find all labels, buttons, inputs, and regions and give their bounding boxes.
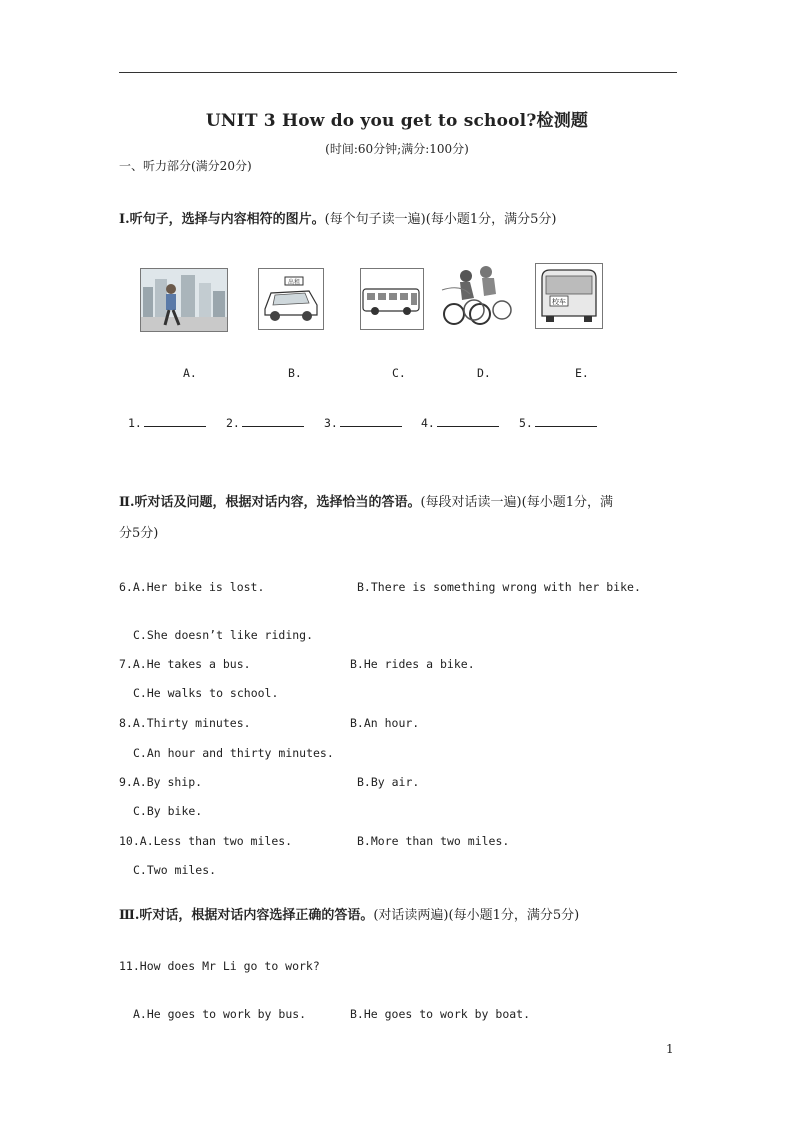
section2-heading <box>119 495 613 511</box>
answer-blank-number: 3. <box>324 416 338 430</box>
answer-blank-number: 2. <box>226 416 240 430</box>
bus-icon <box>361 269 423 329</box>
q6-option-c: C.She doesn’t like riding. <box>133 628 314 642</box>
picture-b <box>258 268 324 330</box>
answer-blank-4[interactable] <box>421 416 499 430</box>
school-bus-sign-text: 校车 <box>552 298 566 306</box>
section1-heading-rest: (每个句子读一遍)(每小题1分，满分5分) <box>324 212 557 227</box>
q6-option-a: 6.A.Her bike is lost. <box>119 580 265 594</box>
section2-heading-line2: 分5分) <box>119 526 159 541</box>
section3-heading-rest: (对话读两遍)(每小题1分，满分5分) <box>373 908 580 923</box>
picture-a <box>140 268 228 332</box>
section3-heading <box>119 908 579 924</box>
q10-option-a: 10.A.Less than two miles. <box>119 834 293 848</box>
q9-option-a: 9.A.By ship. <box>119 775 203 789</box>
page-subtitle: (时间:60分钟;满分:100分) <box>325 142 469 156</box>
q10-option-c: C.Two miles. <box>133 863 217 877</box>
q11-option-b: B.He goes to work by boat. <box>350 1007 531 1021</box>
q8-option-a: 8.A.Thirty minutes. <box>119 716 251 730</box>
page-number: 1 <box>666 1042 674 1056</box>
picture-label-e: E. <box>575 366 589 380</box>
q9-option-b: B.By air. <box>357 775 420 789</box>
answer-blank-number: 4. <box>421 416 435 430</box>
picture-label-c: C. <box>392 366 406 380</box>
q8-option-c: C.An hour and thirty minutes. <box>133 746 334 760</box>
q11-option-a: A.He goes to work by bus. <box>133 1007 307 1021</box>
page-title: UNIT 3 How do you get to school?检测题 <box>205 111 589 131</box>
section1-heading <box>119 212 556 228</box>
section2-heading-bold: Ⅱ.听对话及问题，根据对话内容，选择恰当的答语。 <box>119 495 421 510</box>
q8-option-b: B.An hour. <box>350 716 420 730</box>
answer-blank-3[interactable] <box>324 416 402 430</box>
picture-e <box>535 263 603 329</box>
school-bus-icon <box>536 264 602 328</box>
person-walking-city-icon <box>141 269 227 331</box>
picture-label-b: B. <box>288 366 302 380</box>
q10-option-b: B.More than two miles. <box>357 834 510 848</box>
section1-heading-bold: Ⅰ.听句子，选择与内容相符的图片。 <box>119 212 325 227</box>
picture-label-a: A. <box>183 366 197 380</box>
taxi-sign-text: 出租 <box>287 279 301 286</box>
q7-option-b: B.He rides a bike. <box>350 657 475 671</box>
header-rule <box>119 72 677 73</box>
q11-question: 11.How does Mr Li go to work? <box>119 959 320 973</box>
picture-d <box>440 264 512 330</box>
answer-blank-1[interactable] <box>128 416 206 430</box>
picture-label-d: D. <box>477 366 491 380</box>
answer-blank-number: 1. <box>128 416 142 430</box>
q7-option-c: C.He walks to school. <box>133 686 279 700</box>
taxi-icon <box>259 269 323 329</box>
picture-c <box>360 268 424 330</box>
cyclists-icon <box>440 264 512 330</box>
answer-blank-number: 5. <box>519 416 533 430</box>
q6-option-b: B.There is something wrong with her bike. <box>357 580 641 594</box>
section2-heading-rest: (每段对话读一遍)(每小题1分，满 <box>420 495 613 510</box>
answer-blank-5[interactable] <box>519 416 597 430</box>
answer-blank-2[interactable] <box>226 416 304 430</box>
q9-option-c: C.By bike. <box>133 804 203 818</box>
part-one-heading: 一、听力部分(满分20分) <box>119 159 252 173</box>
q7-option-a: 7.A.He takes a bus. <box>119 657 251 671</box>
section3-heading-bold: Ⅲ.听对话，根据对话内容选择正确的答语。 <box>119 908 374 923</box>
